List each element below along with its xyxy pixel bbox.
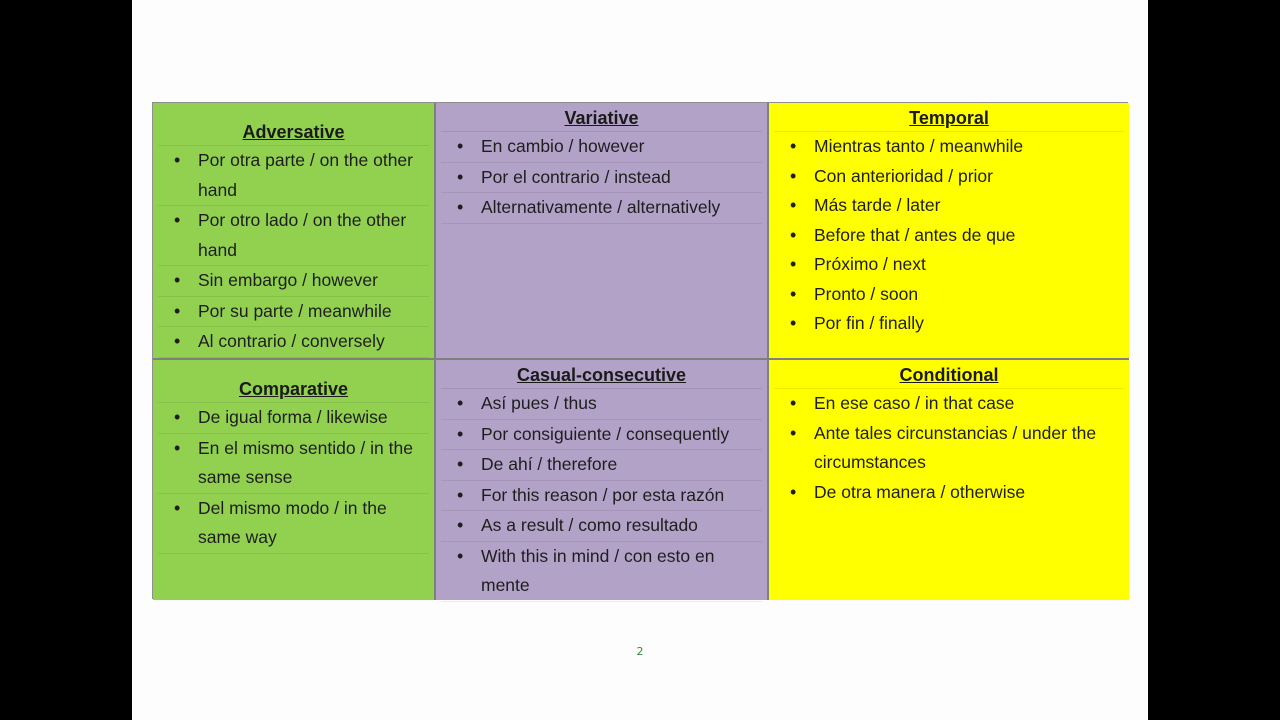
page-number: 2 [636,645,644,658]
conditional-heading: Conditional [774,362,1124,389]
list-item: • Mientras tanto / meanwhile [774,132,1124,162]
list-item: • En el mismo sentido / in the same sense [158,434,429,494]
list-item: • Al contrario / conversely [158,327,429,358]
list-item: • Sin embargo / however [158,266,429,297]
list-item: • As a result / como resultado [441,511,762,542]
list-item: • Por su parte / meanwhile [158,297,429,328]
temporal-cell [769,103,1129,360]
list-item: • Por otra parte / on the other hand [158,146,429,206]
list-item: • Por fin / finally [774,309,1124,339]
conditional-cell [769,360,1129,600]
casual-consecutive-list [441,389,762,602]
comparative-list [158,403,429,554]
list-item: • Así pues / thus [441,389,762,420]
variative-heading: Variative [441,105,762,132]
list-item: • Más tarde / later [774,191,1124,221]
list-item: • Próximo / next [774,250,1124,280]
adversative-cell [153,103,436,360]
list-item: • Con anterioridad / prior [774,162,1124,192]
list-item: • Por consiguiente / consequently [441,420,762,451]
list-item: • With this in mind / con esto en mente [441,542,762,602]
list-item: • De ahí / therefore [441,450,762,481]
casual-consecutive-heading: Casual-consecutive [441,362,762,389]
list-item: • De otra manera / otherwise [774,478,1124,508]
list-item: • For this reason / por esta razón [441,481,762,512]
temporal-list [774,132,1124,339]
list-item: • De igual forma / likewise [158,403,429,434]
adversative-list [158,146,429,358]
list-item: • En cambio / however [441,132,762,163]
list-item: • Del mismo modo / in the same way [158,494,429,554]
casual-consecutive-cell [436,360,769,600]
comparative-cell [153,360,436,600]
list-item: • Por otro lado / on the other hand [158,206,429,266]
document-page [132,0,1148,720]
adversative-heading: Adversative [158,119,429,146]
list-item: • Pronto / soon [774,280,1124,310]
list-item: • Ante tales circunstancias / under the circumstances [774,419,1124,478]
temporal-heading: Temporal [774,105,1124,132]
variative-cell [436,103,769,360]
list-item: • Before that / antes de que [774,221,1124,251]
conditional-list [774,389,1124,507]
list-item: • En ese caso / in that case [774,389,1124,419]
variative-list [441,132,762,224]
list-item: • Por el contrario / instead [441,163,762,194]
comparative-heading: Comparative [158,376,429,403]
list-item: • Alternativamente / alternatively [441,193,762,224]
connectors-table [152,102,1128,599]
